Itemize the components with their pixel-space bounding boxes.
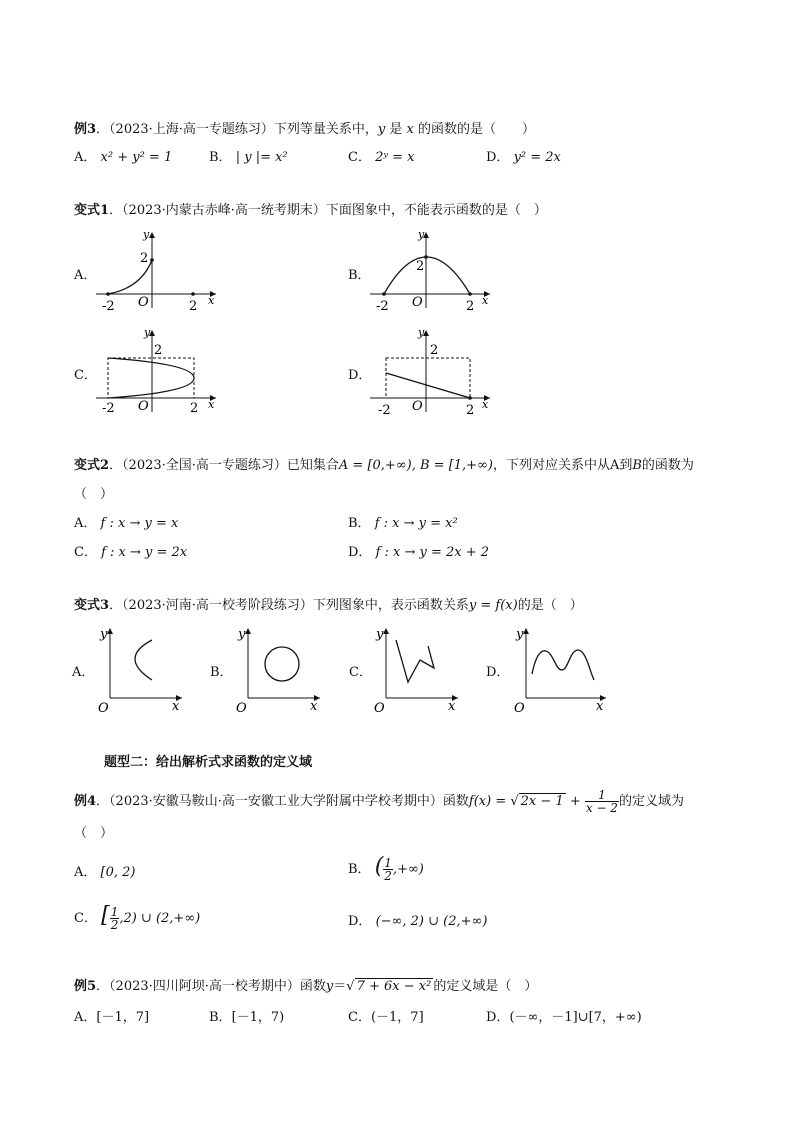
example-tag: 变式2 <box>74 458 110 473</box>
function-lhs: f(x) = <box>468 794 511 809</box>
x-label: x <box>482 398 489 411</box>
ex4-option-b <box>348 854 424 883</box>
example-tag: 变式1 <box>74 203 110 218</box>
option-expr: (－∞，－1]∪[7，+∞) <box>509 1010 642 1025</box>
set-expr: A = [0,+∞), B = [1,+∞) <box>338 458 493 473</box>
tick-2: 2 <box>430 343 439 358</box>
origin-label: O <box>138 295 149 310</box>
tick-neg2: -2 <box>376 299 389 314</box>
stem-text: 的函数的是（ ） <box>413 122 536 137</box>
var2-option-c <box>74 545 187 561</box>
var2-option-b <box>348 516 458 532</box>
origin-label: O <box>236 701 247 716</box>
option-expr: ,2) ∪ (2,+∞) <box>119 911 201 926</box>
x-label: x <box>208 294 215 307</box>
ex3-stem <box>74 122 535 138</box>
origin-label: O <box>412 399 423 414</box>
numerator: 1 <box>384 856 392 870</box>
point <box>191 292 195 296</box>
y-label: y <box>376 627 384 642</box>
stem-text: 的定义域是（ ） <box>433 979 538 994</box>
section-heading: 题型二：给出解析式求函数的定义域 <box>104 755 313 770</box>
var3-stem <box>74 598 583 614</box>
example-tag: 变式3 <box>74 598 110 613</box>
numerator: 1 <box>110 905 119 919</box>
equals-sign: ＝ <box>333 979 347 994</box>
option-letter: B． <box>348 516 371 531</box>
option-letter: B． <box>209 150 232 165</box>
option-letter: A． <box>74 150 97 165</box>
x-label: x <box>310 699 318 714</box>
example-tag: 例3 <box>74 122 97 137</box>
option-expr: ,+∞) <box>392 862 424 877</box>
option-expr: (−∞, 2) ∪ (2,+∞) <box>375 914 488 929</box>
point <box>468 292 472 296</box>
var2-stem <box>74 458 694 474</box>
bracket: ( <box>374 854 384 879</box>
fraction <box>110 906 120 931</box>
graph-1a <box>96 228 226 314</box>
stem-text: ．（2023·四川阿坝·高一校考期中）函数 <box>96 979 326 994</box>
option-letter: C． <box>348 1010 371 1025</box>
curve <box>384 257 470 294</box>
radicand: 2x − 1 <box>520 794 564 809</box>
graph-label-a: A． <box>74 268 97 283</box>
tick-neg2: -2 <box>378 403 391 418</box>
ex5-stem: 例5．（2023·四川阿坝·高一校考期中）函数y＝√ 7 + 6x − x² 的定义域是（ ） <box>74 979 538 994</box>
curve <box>135 640 152 680</box>
example-tag: 例4 <box>74 794 97 809</box>
origin-label: O <box>412 295 423 310</box>
ex3-option-b <box>209 150 288 166</box>
option-letter: D． <box>348 914 372 929</box>
ex4-stem: 例4．（2023·安徽马鞍山·高一安徽工业大学附属中学校考期中）函数f(x) = √ 2x − 1 + $\frac{1}{x - 2}$ 的定义域为 <box>74 788 684 815</box>
y-label: y <box>143 228 150 241</box>
stem-text: 的定义域为 <box>618 794 684 809</box>
denominator: 2 <box>110 918 119 932</box>
answer-paren: （ ） <box>74 826 114 841</box>
var1-stem <box>74 203 547 219</box>
ex5-option-c <box>348 1010 424 1026</box>
option-letter: D． <box>348 545 372 560</box>
y-axis-arrow <box>383 628 389 634</box>
plus-sign: + <box>565 794 585 809</box>
graph-1c <box>96 326 226 416</box>
origin-label: O <box>98 701 109 716</box>
graph-1b <box>370 228 500 314</box>
point <box>382 292 386 296</box>
x-label: x <box>596 699 604 714</box>
ex4-option-d <box>348 914 487 930</box>
graph-label-b: B． <box>348 268 371 283</box>
option-expr: | y |= x² <box>235 150 288 165</box>
segment <box>386 373 470 398</box>
option-expr: f : x → y = 2x + 2 <box>375 545 490 560</box>
tick-2: 2 <box>154 343 163 358</box>
ex3-option-a <box>74 150 172 166</box>
answer-paren: （ ） <box>74 487 114 502</box>
ex5-option-a <box>74 1010 149 1026</box>
graph-1d <box>370 326 500 416</box>
option-expr: [－1，7) <box>231 1010 285 1025</box>
option-letter: A． <box>74 516 97 531</box>
stem-text: ．（2023·内蒙古赤峰·高一统考期末）下面图象中，不能表示函数的是（ ） <box>109 203 547 218</box>
dashed-box <box>108 358 194 398</box>
ex4-option-a <box>74 865 135 881</box>
origin-label: O <box>138 399 149 414</box>
origin-label: O <box>514 701 525 716</box>
option-letter: D． <box>486 150 510 165</box>
curve <box>108 358 194 398</box>
function-expr: y = f(x) <box>468 598 518 613</box>
point <box>106 292 110 296</box>
tick-2: 2 <box>466 403 475 418</box>
option-expr: f : x → y = x <box>100 516 179 531</box>
option-expr: 2ʸ = x <box>375 150 415 165</box>
option-expr: [0, 2) <box>100 865 136 880</box>
graph-label-d: D． <box>348 368 372 383</box>
graph-label-b: B． <box>210 665 233 680</box>
tick-2: 2 <box>189 299 198 314</box>
y-label: y <box>238 627 246 642</box>
var2-option-d <box>348 545 489 561</box>
graph-label-d: D． <box>486 665 510 680</box>
stem-text: ．（2023·安徽马鞍山·高一安徽工业大学附属中学校考期中）函数 <box>96 794 469 809</box>
option-letter: B． <box>209 1010 232 1025</box>
stem-text: 的函数为 <box>641 458 694 473</box>
option-expr: [－1，7] <box>96 1010 150 1025</box>
stem-text: ．（2023·上海·高一专题练习）下列等量关系中， <box>96 122 378 137</box>
x-label: x <box>208 398 215 411</box>
tick-2: 2 <box>416 259 425 274</box>
option-letter: A． <box>74 1010 97 1025</box>
option-letter: C． <box>74 545 97 560</box>
y-axis-arrow <box>107 628 113 634</box>
example-tag: 例5 <box>74 979 97 994</box>
graph-3b <box>234 624 326 716</box>
ex5-option-d <box>486 1010 642 1026</box>
option-letter: B． <box>348 862 371 877</box>
denominator: 2 <box>384 869 392 883</box>
option-expr: x² + y² = 1 <box>100 150 173 165</box>
ex3-option-d <box>486 150 561 166</box>
x-label: x <box>482 294 489 307</box>
option-letter: C． <box>348 150 371 165</box>
wave-curve <box>532 650 594 680</box>
radicand: 7 + 6x − x² <box>356 979 432 994</box>
tick-2: 2 <box>190 401 199 416</box>
y-axis-arrow <box>523 628 529 634</box>
tick-2: 2 <box>466 299 475 314</box>
graph-3d <box>512 624 612 716</box>
var-b: B <box>632 458 642 473</box>
option-expr: y² = 2x <box>513 150 561 165</box>
option-letter: C． <box>74 911 97 926</box>
origin-label: O <box>374 701 385 716</box>
point <box>424 255 428 259</box>
var-x: x <box>406 122 414 137</box>
x-label: x <box>448 699 456 714</box>
ex4-option-c <box>74 903 201 932</box>
x-label: x <box>172 699 180 714</box>
tick-neg2: -2 <box>102 299 115 314</box>
numerator: 1 <box>585 789 619 802</box>
graph-label-c: C． <box>74 368 97 383</box>
stem-text: 是 <box>385 122 407 137</box>
y-label: y <box>418 228 425 241</box>
stem-text: 的是（ ） <box>517 598 583 613</box>
stem-text: ．（2023·全国·高一专题练习）已知集合 <box>109 458 339 473</box>
polyline <box>396 640 434 682</box>
graph-label-a: A． <box>72 665 95 680</box>
y-label: y <box>144 326 151 339</box>
option-letter: D． <box>486 1010 510 1025</box>
circle <box>265 647 299 681</box>
denominator: x − 2 <box>585 801 618 815</box>
graph-3c <box>372 624 464 716</box>
point <box>150 258 154 262</box>
dashed-box <box>386 358 470 398</box>
fraction <box>585 789 619 814</box>
y-axis-arrow <box>245 628 251 634</box>
y-label: y <box>100 627 108 642</box>
var2-option-a <box>74 516 178 532</box>
ex5-option-b <box>209 1010 284 1026</box>
stem-text: ．（2023·河南·高一校考阶段练习）下列图象中，表示函数关系 <box>109 598 469 613</box>
option-expr: (－1，7] <box>370 1010 424 1025</box>
var-y: y <box>377 122 386 137</box>
fraction <box>383 857 393 882</box>
option-letter: A． <box>74 865 97 880</box>
y-label: y <box>516 627 524 642</box>
y-axis-arrow <box>149 232 155 238</box>
graph-3a <box>96 624 188 716</box>
graph-label-c: C． <box>349 665 372 680</box>
bracket: [ <box>101 903 110 928</box>
var-y: y <box>325 979 334 994</box>
y-label: y <box>418 326 425 339</box>
option-expr: f : x → y = x² <box>374 516 458 531</box>
tick-2: 2 <box>140 251 149 266</box>
ex3-option-c <box>348 150 414 166</box>
point <box>468 396 472 400</box>
stem-text: ，下列对应关系中从A到 <box>492 458 633 473</box>
option-expr: f : x → y = 2x <box>101 545 188 560</box>
tick-neg2: -2 <box>102 401 115 416</box>
